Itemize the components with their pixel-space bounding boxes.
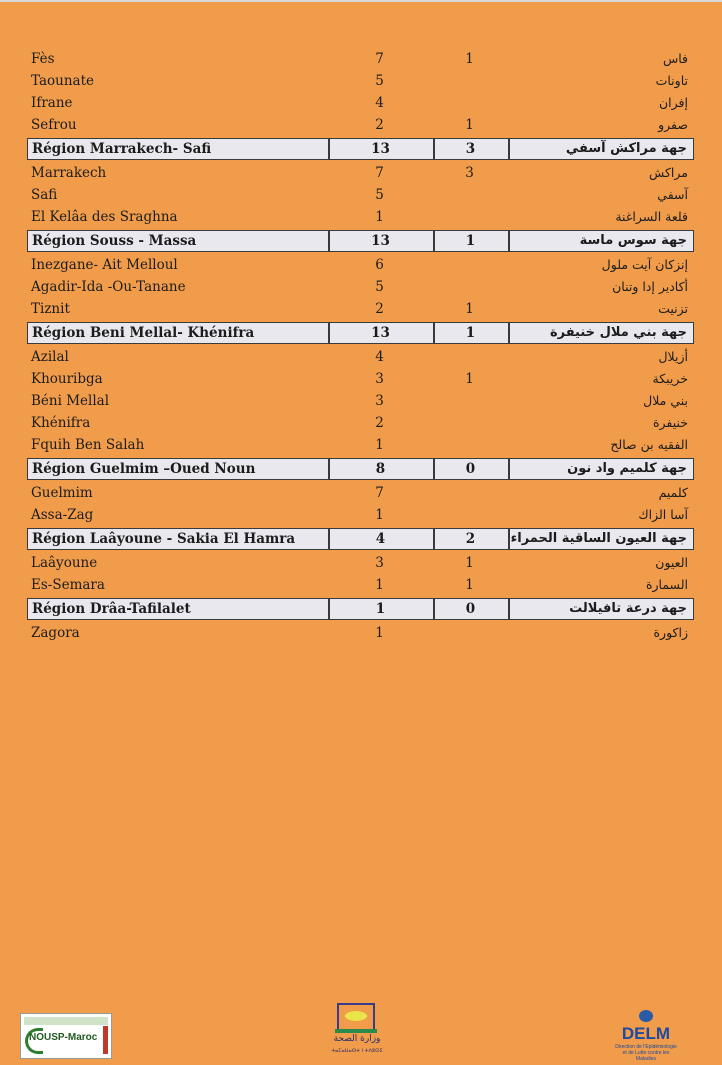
- count-column-1: 13: [371, 325, 390, 341]
- province-name-arabic: إفران: [659, 95, 688, 110]
- count-column-1: 1: [375, 625, 384, 641]
- province-row: [27, 412, 694, 434]
- province-row: [27, 114, 694, 136]
- count-column-1: 7: [375, 165, 384, 181]
- delm-logo: [613, 1010, 679, 1060]
- ministry-stripe: [335, 1029, 377, 1033]
- province-name: Safi: [31, 187, 58, 203]
- province-name: Azilal: [31, 349, 69, 365]
- nousp-logo-redbar: [103, 1026, 108, 1054]
- province-row: [27, 92, 694, 114]
- count-column-1: 7: [375, 51, 384, 67]
- province-row: [27, 622, 694, 644]
- count-column-1: 13: [371, 141, 390, 157]
- count-column-2: 1: [465, 233, 476, 249]
- province-name: Zagora: [31, 625, 80, 641]
- cell-divider: [508, 599, 510, 619]
- province-name: Tiznit: [31, 301, 70, 317]
- province-name: Guelmim: [31, 485, 93, 501]
- province-row: [27, 162, 694, 184]
- province-name: Fquih Ben Salah: [31, 437, 145, 453]
- nousp-maroc-logo: [20, 1013, 112, 1059]
- count-column-1: 1: [375, 507, 384, 523]
- region-name: Région Drâa-Tafilalet: [32, 601, 191, 617]
- cell-divider: [433, 529, 435, 549]
- count-column-1: 13: [371, 233, 390, 249]
- count-column-2: 2: [465, 531, 476, 547]
- nousp-logo-band: [24, 1017, 108, 1025]
- province-name-arabic: أزيلال: [658, 349, 688, 364]
- province-name-arabic: أكادير إدا وتنان: [612, 279, 688, 294]
- province-name: Taounate: [31, 73, 94, 89]
- top-divider: [0, 0, 722, 2]
- count-column-2: 1: [465, 325, 476, 341]
- province-row: [27, 346, 694, 368]
- cell-divider: [508, 323, 510, 343]
- count-column-2: 1: [465, 371, 474, 387]
- province-name: Laâyoune: [31, 555, 98, 571]
- cell-divider: [328, 599, 330, 619]
- province-name-arabic: بني ملال: [643, 393, 688, 408]
- region-row: [27, 458, 694, 480]
- region-name: Région Laâyoune - Sakia El Hamra: [32, 531, 296, 547]
- province-name: Béni Mellal: [31, 393, 110, 409]
- province-row: [27, 574, 694, 596]
- province-row: [27, 368, 694, 390]
- count-column-1: 1: [375, 577, 384, 593]
- count-column-1: 2: [375, 117, 384, 133]
- count-column-1: 7: [375, 485, 384, 501]
- province-row: [27, 184, 694, 206]
- region-row: [27, 230, 694, 252]
- region-name: Région Marrakech- Safi: [32, 141, 212, 157]
- count-column-2: 1: [465, 51, 474, 67]
- count-column-1: 2: [375, 415, 384, 431]
- count-column-1: 5: [375, 187, 384, 203]
- count-column-1: 6: [375, 257, 384, 273]
- cell-divider: [433, 231, 435, 251]
- province-row: [27, 70, 694, 92]
- province-name-arabic: تزنيت: [658, 301, 688, 316]
- province-name-arabic: الفقيه بن صالح: [610, 437, 688, 452]
- province-name-arabic: خنيفرة: [652, 415, 688, 430]
- count-column-1: 3: [375, 393, 384, 409]
- count-column-1: 1: [375, 209, 384, 225]
- count-column-2: 3: [465, 141, 476, 157]
- province-name: Marrakech: [31, 165, 107, 181]
- region-name-arabic: جهة درعة تافيلالت: [569, 601, 687, 616]
- province-name-arabic: قلعة السراغنة: [615, 209, 688, 224]
- count-column-1: 2: [375, 301, 384, 317]
- province-name: Inezgane- Ait Melloul: [31, 257, 178, 273]
- province-name: Fès: [31, 51, 55, 67]
- delm-person-icon: [639, 1010, 653, 1022]
- province-row: [27, 254, 694, 276]
- region-name-arabic: جهة مراكش آسفي: [565, 141, 687, 156]
- count-column-1: 4: [375, 349, 384, 365]
- region-name: Région Beni Mellal- Khénifra: [32, 325, 255, 341]
- province-name-arabic: مراكش: [649, 165, 688, 180]
- province-row: [27, 552, 694, 574]
- count-column-1: 5: [375, 73, 384, 89]
- province-name: Sefrou: [31, 117, 77, 133]
- province-name-arabic: صفرو: [658, 117, 688, 132]
- province-row: [27, 504, 694, 526]
- region-name: Région Souss - Massa: [32, 233, 197, 249]
- province-name-arabic: العيون: [655, 555, 688, 570]
- delm-logo-subtitle: Direction de l'Epidémiologie et de Lutte contre les Maladies: [615, 1044, 677, 1062]
- region-row: [27, 138, 694, 160]
- province-name-arabic: فاس: [662, 51, 688, 66]
- delm-logo-text: DELM: [621, 1024, 671, 1043]
- nousp-logo-text: NOUSP-Maroc: [29, 1032, 98, 1043]
- ministry-logo-tifinagh: ⵜⴰⵎⴰⵡⴰⵙⵜ ⵏ ⵜⴷⵓⵙⵉ: [331, 1048, 383, 1054]
- count-column-2: 3: [465, 165, 474, 181]
- count-column-1: 4: [375, 531, 386, 547]
- region-name-arabic: جهة سوس ماسة: [579, 233, 687, 248]
- region-row: [27, 598, 694, 620]
- count-column-2: 1: [465, 555, 474, 571]
- province-row: [27, 206, 694, 228]
- province-name: Ifrane: [31, 95, 73, 111]
- province-name: Khouribga: [31, 371, 103, 387]
- cell-divider: [433, 323, 435, 343]
- cell-divider: [328, 529, 330, 549]
- cell-divider: [508, 529, 510, 549]
- region-province-table: [27, 48, 694, 644]
- count-column-2: 0: [465, 461, 476, 477]
- province-name-arabic: خريبكة: [652, 371, 688, 386]
- cell-divider: [328, 323, 330, 343]
- count-column-1: 4: [375, 95, 384, 111]
- count-column-1: 3: [375, 371, 384, 387]
- cell-divider: [328, 231, 330, 251]
- cell-divider: [508, 231, 510, 251]
- count-column-1: 8: [375, 461, 386, 477]
- cell-divider: [508, 139, 510, 159]
- province-name-arabic: السمارة: [645, 577, 688, 592]
- province-name-arabic: آسفي: [657, 187, 688, 202]
- region-name-arabic: جهة بني ملال خنيفرة: [549, 325, 687, 340]
- ministry-logo-text: وزارة الصحة: [333, 1034, 381, 1044]
- count-column-2: 0: [465, 601, 476, 617]
- province-row: [27, 434, 694, 456]
- cell-divider: [433, 459, 435, 479]
- province-name-arabic: آسا الزاك: [638, 507, 688, 522]
- province-name: Assa-Zag: [31, 507, 94, 523]
- cell-divider: [328, 459, 330, 479]
- province-row: [27, 482, 694, 504]
- region-name: Région Guelmim –Oued Noun: [32, 461, 256, 477]
- province-name-arabic: كلميم: [658, 485, 688, 500]
- count-column-1: 1: [375, 437, 384, 453]
- region-row: [27, 322, 694, 344]
- region-name-arabic: جهة العيون الساقية الحمراء: [510, 531, 687, 546]
- province-name: Es-Semara: [31, 577, 105, 593]
- province-row: [27, 390, 694, 412]
- cell-divider: [433, 139, 435, 159]
- count-column-1: 1: [375, 601, 386, 617]
- province-name: Agadir-Ida -Ou-Tanane: [31, 279, 186, 295]
- ministry-of-health-logo: [325, 1003, 389, 1063]
- cell-divider: [433, 599, 435, 619]
- count-column-1: 5: [375, 279, 384, 295]
- ministry-leaf-icon: [345, 1011, 367, 1021]
- province-row: [27, 276, 694, 298]
- province-name-arabic: تاونات: [655, 73, 688, 88]
- province-name-arabic: زاكورة: [653, 625, 688, 640]
- footer-logos: [0, 1000, 722, 1065]
- region-row: [27, 528, 694, 550]
- cell-divider: [328, 139, 330, 159]
- province-name: El Kelâa des Sraghna: [31, 209, 178, 225]
- count-column-1: 3: [375, 555, 384, 571]
- province-name: Khénifra: [31, 415, 91, 431]
- province-row: [27, 48, 694, 70]
- province-row: [27, 298, 694, 320]
- count-column-2: 1: [465, 301, 474, 317]
- cell-divider: [508, 459, 510, 479]
- count-column-2: 1: [465, 577, 474, 593]
- region-name-arabic: جهة كلميم واد نون: [567, 461, 687, 476]
- count-column-2: 1: [465, 117, 474, 133]
- province-name-arabic: إنزكان آيت ملول: [601, 257, 688, 272]
